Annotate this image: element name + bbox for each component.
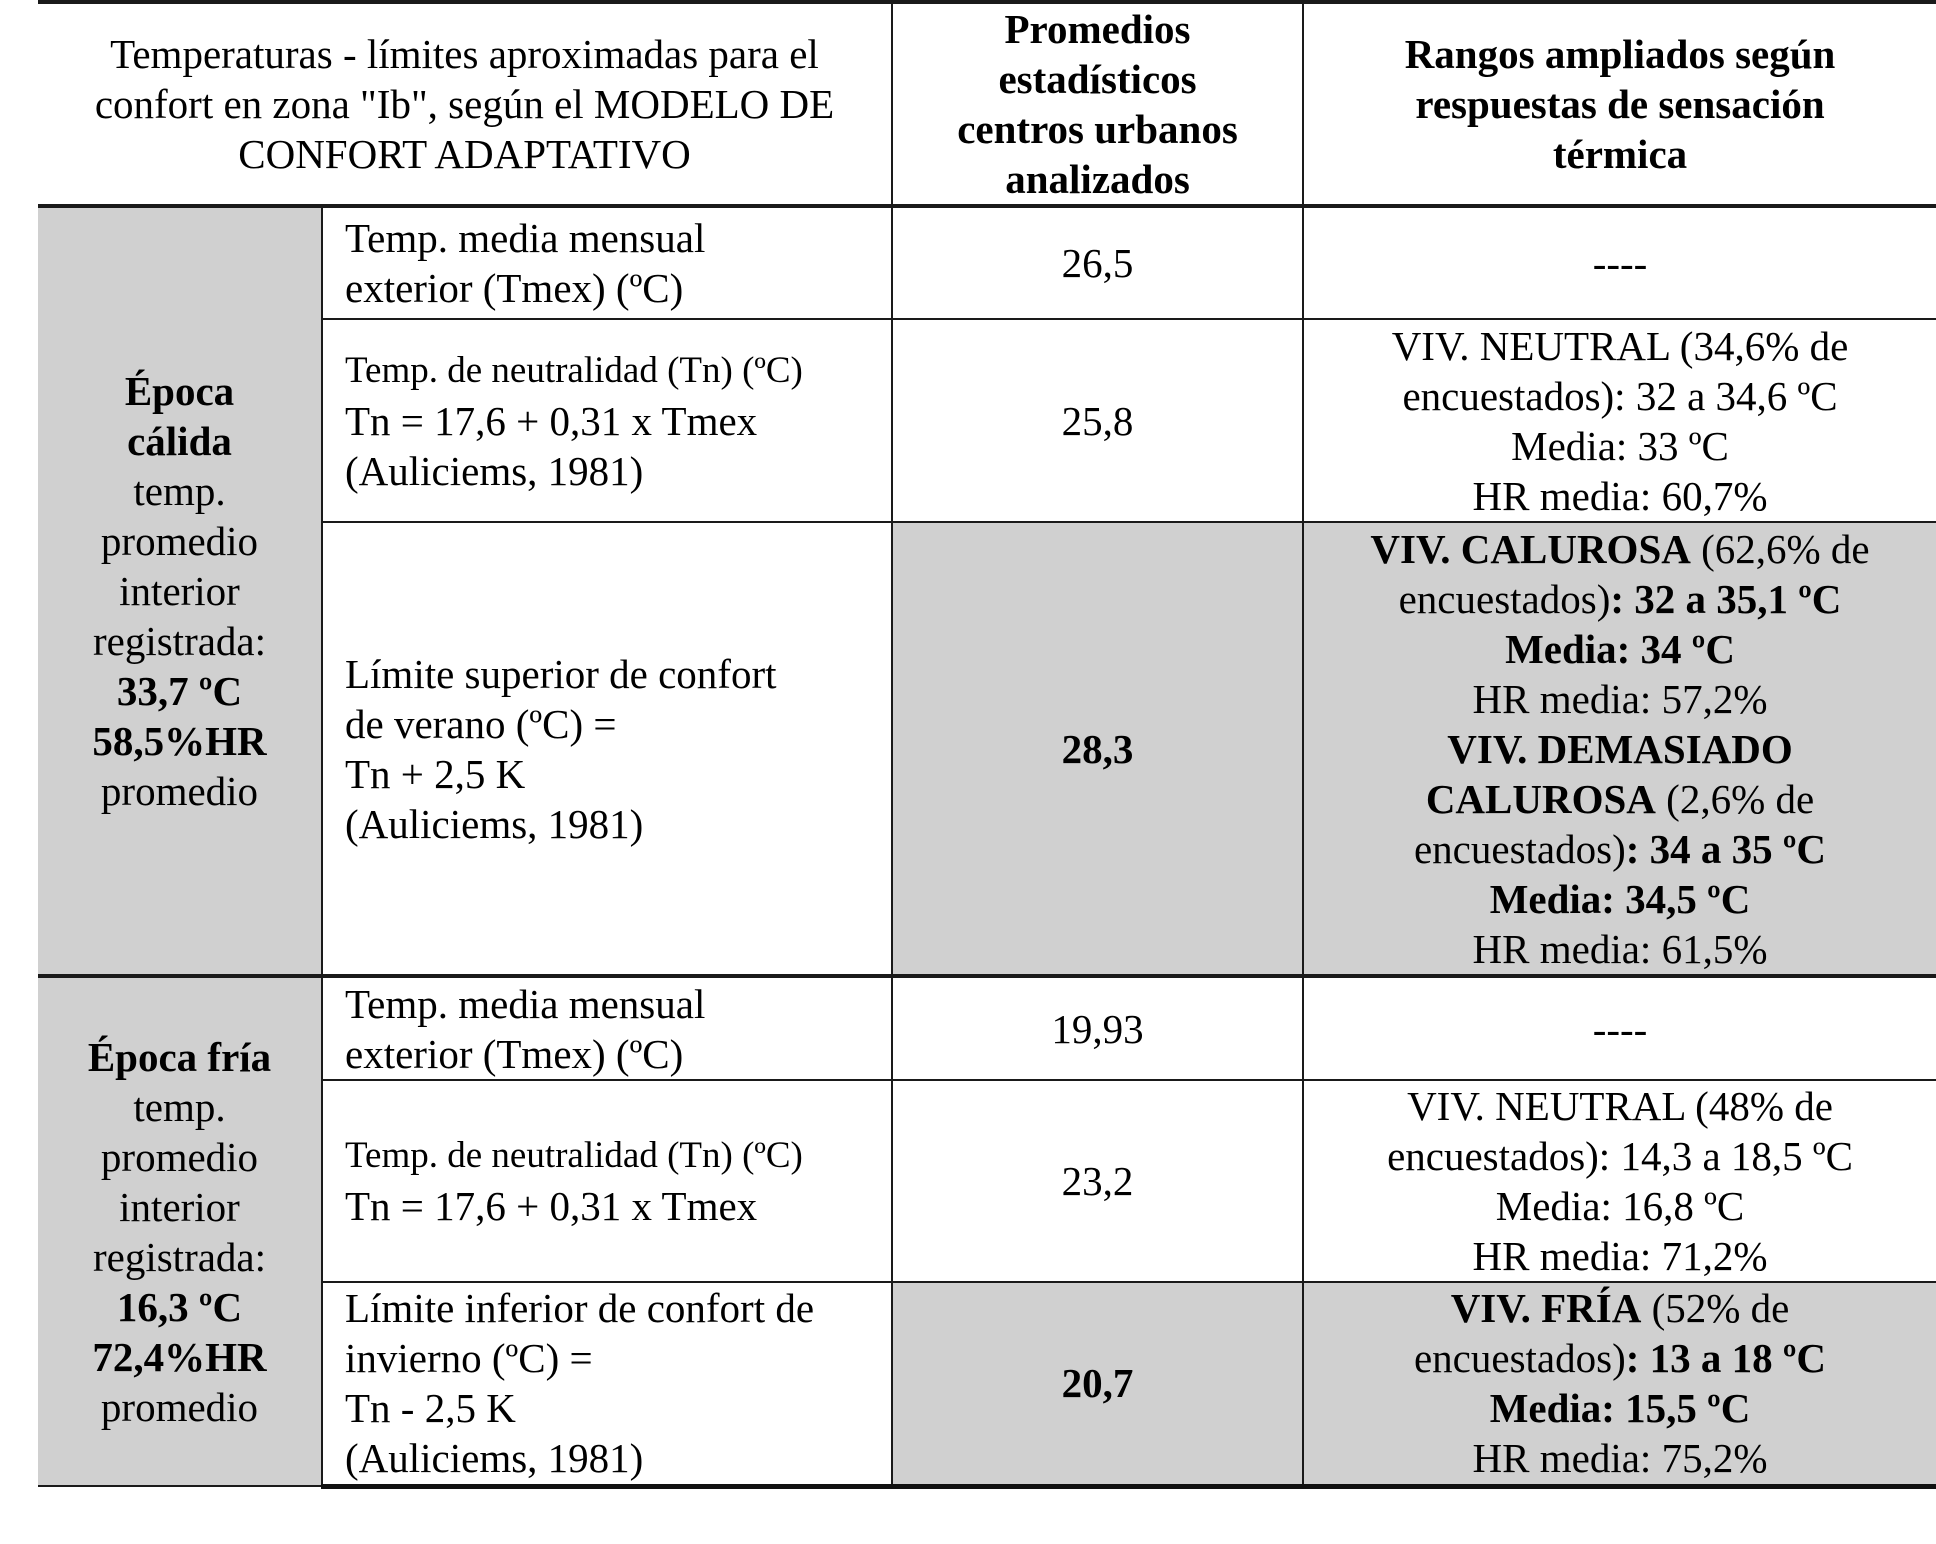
range-line: VIV. CALUROSA (62,6% de [1370, 525, 1870, 572]
table-row [38, 976, 1936, 1080]
range-line: HR media: 57,2% [1472, 675, 1768, 722]
header-ranges [1303, 2, 1936, 206]
season-desc: registrada: [92, 618, 267, 664]
header-avg-line: centros urbanos [957, 106, 1238, 152]
header-param-line: confort en zona "Ib", según el MODELO DE [94, 81, 835, 127]
header-param-line: CONFORT ADAPTATIVO [238, 131, 691, 177]
season-desc: temp. [133, 1083, 226, 1130]
range-line: VIV. FRÍA (52% de [1450, 1285, 1790, 1332]
param-cell [322, 319, 892, 522]
header-row [38, 2, 1936, 206]
param-line: Límite inferior de confort de [345, 1285, 815, 1332]
param-line: Tn = 17,6 + 0,31 x Tmex [345, 397, 758, 444]
range-cell [1303, 522, 1936, 976]
season-title: Época fría [87, 1033, 272, 1080]
header-range-line: respuestas de sensación [1415, 81, 1825, 127]
range-line: encuestados): 32 a 34,6 ºC [1402, 372, 1838, 419]
range-line: encuestados): 13 a 18 ºC [1413, 1335, 1827, 1382]
season-temp: 16,3 ºC [116, 1283, 243, 1330]
range-line: Media: 16,8 ºC [1495, 1183, 1745, 1229]
range-line: Media: 15,5 ºC [1489, 1385, 1751, 1432]
season-desc: promedio [100, 768, 259, 814]
range-cell [1303, 1080, 1936, 1282]
range-line: Media: 33 ºC [1511, 422, 1729, 469]
avg-cell: 19,93 [892, 976, 1303, 1080]
param-line: Tn + 2,5 K [345, 750, 526, 797]
season-title: cálida [127, 418, 232, 464]
header-avg-line: estadísticos [998, 56, 1197, 102]
table-row [38, 319, 1936, 522]
range-line: VIV. NEUTRAL (34,6% de [1391, 322, 1849, 369]
range-cell: ---- [1303, 206, 1936, 319]
range-line: HR media: 75,2% [1472, 1435, 1768, 1482]
range-line: encuestados): 32 a 35,1 ºC [1398, 575, 1842, 622]
season-cell-warm [38, 206, 322, 976]
param-line: Tn - 2,5 K [345, 1385, 516, 1432]
param-line: (Auliciems, 1981) [345, 1435, 644, 1482]
range-line: encuestados): 34 a 35 ºC [1413, 825, 1827, 872]
season-desc: temp. [133, 468, 226, 514]
header-param-line: Temperaturas - límites aproximadas para el [110, 31, 819, 77]
header-avg-line: analizados [1005, 156, 1190, 202]
header-param [38, 2, 892, 206]
range-cell [1303, 1282, 1936, 1486]
season-desc: promedio [100, 518, 259, 564]
range-line: VIV. NEUTRAL (48% de [1407, 1083, 1833, 1129]
param-cell [322, 1080, 892, 1282]
range-line: Media: 34 ºC [1505, 625, 1735, 672]
avg-cell: 23,2 [892, 1080, 1303, 1282]
param-line: Límite superior de confort [345, 650, 777, 697]
season-cell-cold [38, 976, 322, 1486]
param-line: (Auliciems, 1981) [345, 800, 644, 847]
param-line: Temp. media mensual [345, 980, 706, 1027]
range-line: VIV. DEMASIADO [1447, 725, 1793, 772]
header-avg-line: Promedios [1004, 6, 1191, 52]
param-line: (Auliciems, 1981) [345, 447, 644, 494]
param-cell [322, 206, 892, 319]
table-row [38, 1282, 1936, 1486]
param-line: exterior (Tmex) (ºC) [345, 1030, 684, 1077]
param-line: de verano (ºC) = [345, 700, 617, 747]
range-line: HR media: 61,5% [1472, 925, 1768, 972]
range-cell [1303, 319, 1936, 522]
table-row [38, 206, 1936, 319]
range-line: encuestados): 14,3 a 18,5 ºC [1387, 1133, 1853, 1179]
season-title: Época [124, 368, 235, 414]
season-hr: 58,5%HR [92, 718, 267, 764]
season-desc: promedio [100, 1383, 259, 1430]
avg-cell: 26,5 [892, 206, 1303, 319]
season-desc: promedio [100, 1133, 259, 1180]
season-desc: interior [119, 568, 240, 614]
season-desc: interior [119, 1183, 240, 1230]
range-line: Media: 34,5 ºC [1489, 875, 1751, 922]
comfort-table [38, 0, 1936, 1489]
param-cell [322, 1282, 892, 1486]
param-line: exterior (Tmex) (ºC) [345, 265, 684, 311]
param-cell [322, 976, 892, 1080]
range-line: HR media: 60,7% [1472, 472, 1768, 519]
param-line: Tn = 17,6 + 0,31 x Tmex [345, 1183, 758, 1229]
param-line: Temp. de neutralidad (Tn) (ºC) [345, 1135, 803, 1176]
season-hr: 72,4%HR [92, 1333, 267, 1380]
header-range-line: Rangos ampliados según [1404, 31, 1836, 77]
range-cell: ---- [1303, 976, 1936, 1080]
avg-cell: 25,8 [892, 319, 1303, 522]
param-line: Temp. de neutralidad (Tn) (ºC) [345, 349, 803, 391]
param-line: Temp. media mensual [345, 215, 706, 261]
avg-cell: 28,3 [892, 522, 1303, 976]
header-averages [892, 2, 1303, 206]
header-range-line: térmica [1552, 131, 1688, 177]
range-line: CALUROSA (2,6% de [1425, 775, 1815, 822]
range-line: HR media: 71,2% [1472, 1233, 1768, 1279]
season-temp: 33,7 ºC [116, 668, 243, 714]
param-line: invierno (ºC) = [345, 1335, 593, 1382]
table-row [38, 522, 1936, 976]
avg-cell: 20,7 [892, 1282, 1303, 1486]
season-desc: registrada: [92, 1233, 267, 1280]
table-row [38, 1080, 1936, 1282]
param-cell [322, 522, 892, 976]
